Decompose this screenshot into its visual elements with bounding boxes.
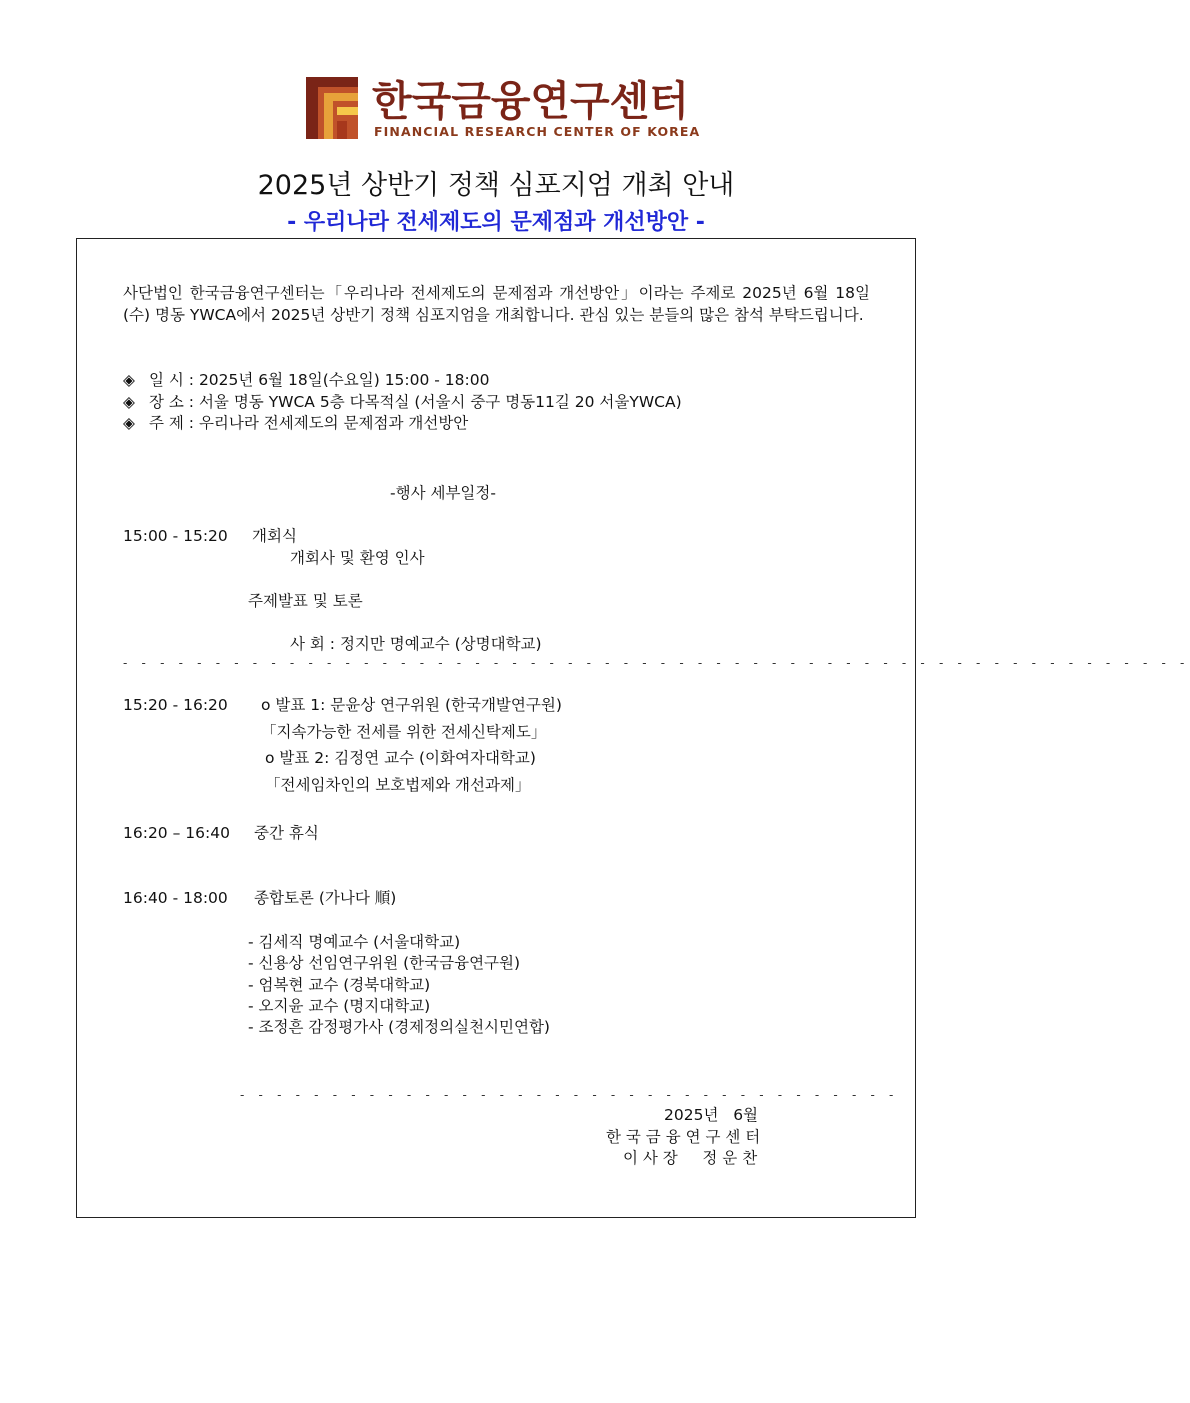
presentation-topic: 「전세임차인의 보호법제와 개선과제」 [265, 776, 531, 794]
panelist-item: - 오지윤 교수 (명지대학교) [248, 997, 431, 1015]
session-detail: 개회사 및 환영 인사 [290, 549, 425, 567]
page-title: 2025년 상반기 정책 심포지엄 개최 안내 [257, 170, 735, 201]
intro-paragraph: 사단법인 한국금융연구센터는「우리나라 전세제도의 문제점과 개선방안」이라는 주제로 2025년 6월 18일(수) 명동 YWCA에서 2025년 상반기 정책 심포지엄을 개최합니다. 관심 있는 분들의 많은 참석 부탁드립니다. [123, 284, 870, 324]
session-title: 개회식 [252, 527, 297, 545]
session-title: 주제발표 및 토론 [248, 592, 363, 610]
schedule-heading: -행사 세부일정- [390, 484, 496, 502]
diamond-bullet-icon: ◈ [123, 393, 135, 411]
info-line-date: ◈ 일 시 : 2025년 6월 18일(수요일) 15:00 - 18:00 [123, 371, 490, 389]
moderator-line: 사 회 : 정지만 명예교수 (상명대학교) [290, 635, 542, 653]
session-title: 중간 휴식 [254, 824, 319, 842]
panelist-item: - 신용상 선임연구위원 (한국금융연구원) [248, 954, 521, 972]
diamond-bullet-icon: ◈ [123, 414, 135, 432]
info-line-topic: ◈ 주 제 : 우리나라 전세제도의 문제점과 개선방안 [123, 414, 469, 432]
session-time: 16:20 – 16:40 [123, 824, 230, 842]
footer-date: 2025년 6월 [664, 1106, 759, 1124]
session-time: 15:20 - 16:20 [123, 696, 228, 714]
panelist-item: - 김세직 명예교수 (서울대학교) [248, 933, 461, 951]
session-title: 종합토론 (가나다 順) [254, 889, 397, 907]
session-time: 16:40 - 18:00 [123, 889, 228, 907]
divider-dashed: - - - - - - - - - - - - - - - - - - - - - - - - - - - - - - - - - - - - [240, 1088, 899, 1102]
info-line-place: ◈ 장 소 : 서울 명동 YWCA 5층 다목적실 (서울시 중구 명동11길 20 서울YWCA) [123, 393, 682, 411]
presentation-topic: 「지속가능한 전세를 위한 전세신탁제도」 [261, 723, 547, 741]
divider-dashed: - - - - - - - - - - - - - - - - - - - - - - - - - - - - - - - - - - - - - - - - - - - - - - - - - - - - - - - - - - [123, 656, 1190, 670]
footer-signer: 이 사 장 정 운 찬 [623, 1149, 758, 1167]
panelist-item: - 엄복현 교수 (경북대학교) [248, 976, 431, 994]
logo-text-korean: 한국금융연구센터 [372, 77, 689, 125]
logo-text-english: FINANCIAL RESEARCH CENTER OF KOREA [374, 124, 701, 139]
footer-organization: 한 국 금 융 연 구 센 터 [606, 1128, 761, 1146]
presentation-item: o 발표 1: 문윤상 연구위원 (한국개발연구원) [261, 696, 562, 714]
presentation-item: o 발표 2: 김정연 교수 (이화여자대학교) [265, 749, 536, 767]
diamond-bullet-icon: ◈ [123, 371, 135, 389]
logo-icon [306, 77, 358, 139]
panelist-item: - 조정흔 감정평가사 (경제정의실천시민연합) [248, 1018, 550, 1036]
session-time: 15:00 - 15:20 [123, 527, 228, 545]
page-subtitle: - 우리나라 전세제도의 문제점과 개선방안 - [287, 210, 705, 235]
